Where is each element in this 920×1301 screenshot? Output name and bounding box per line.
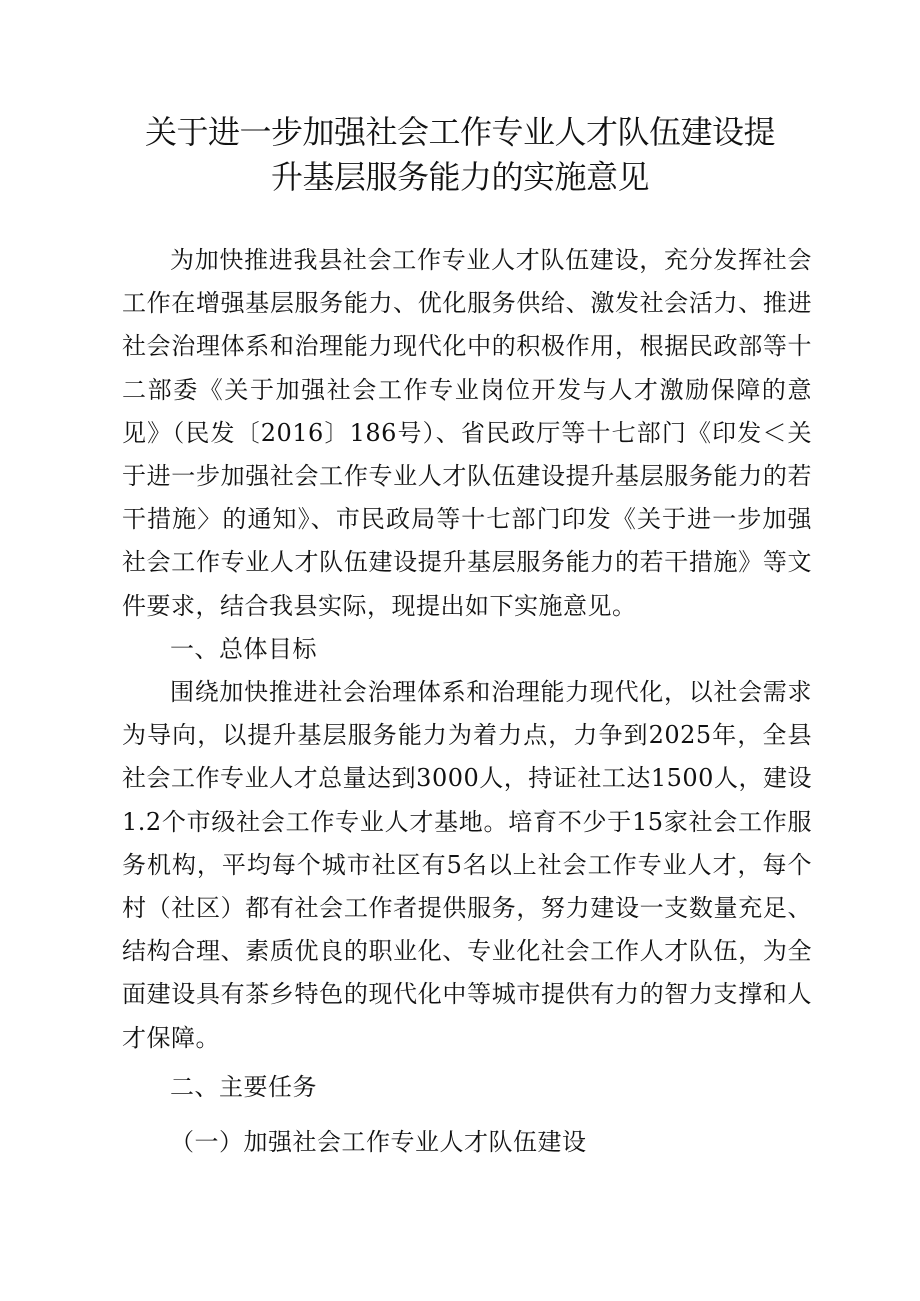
document-title-line-1: 关于进一步加强社会工作专业人才队伍建设提	[144, 113, 775, 151]
section-heading-main-tasks: 二、主要任务	[170, 1073, 317, 1101]
intro-paragraph: 为加快推进我县社会工作专业人才队伍建设，充分发挥社会工作在增强基层服务能力、优化服务供给、激发社会活力、推进社会治理体系和治理能力现代化中的积极作用，根据民政部等十二部委《关于加强社会工作专业岗位开发与人才激励保障的意见》（民发〔2016〕186号）、省民政厅等十七部门《印发＜关于进一步加强社会工作专业人才队伍建设提升基层服务能力的若干措施〉的通知》、市民政局等十七部门印发《关于进一步加强社会工作专业人才队伍建设提升基层服务能力的若干措施》等文件要求，结合我县实际，现提出如下实施意见。	[122, 246, 812, 620]
overall-goals-paragraph: 围绕加快推进社会治理体系和治理能力现代化，以社会需求为导向，以提升基层服务能力为着力点，力争到2025年，全县社会工作专业人才总量达到3000人，持证社工达1500人，建设1.2个市级社会工作专业人才基地。培育不少于15家社会工作服务机构，平均每个城市社区有5名以上社会工作专业人才，每个村（社区）都有社会工作者提供服务，努力建设一支数量充足、结构合理、素质优良的职业化、专业化社会工作人才队伍，为全面建设具有茶乡特色的现代化中等城市提供有力的智力支撑和人才保障。	[122, 678, 812, 1052]
section-heading-overall-goals: 一、总体目标	[170, 635, 317, 663]
document-title-line-2: 升基层服务能力的实施意见	[270, 158, 649, 196]
subsection-heading-talent-team: （一）加强社会工作专业人才队伍建设	[170, 1128, 587, 1156]
